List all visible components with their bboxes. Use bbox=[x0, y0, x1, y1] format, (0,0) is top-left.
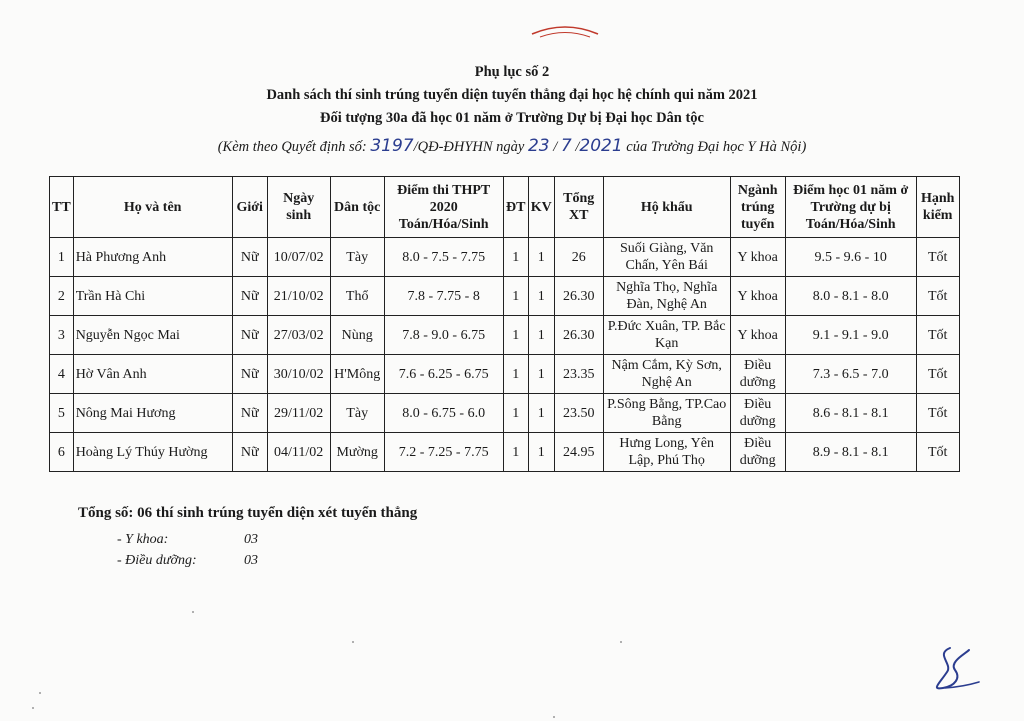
col-total: Tổng XT bbox=[554, 177, 603, 238]
col-kv: KV bbox=[528, 177, 554, 238]
table-row bbox=[50, 394, 960, 433]
cell-name: Hờ Vân Anh bbox=[73, 355, 232, 394]
table-row bbox=[50, 433, 960, 472]
cell-score: 7.6 - 6.25 - 6.75 bbox=[384, 355, 503, 394]
cell-dt: 1 bbox=[503, 355, 528, 394]
cell-grade: 9.5 - 9.6 - 10 bbox=[785, 238, 916, 277]
cell-total: 26.30 bbox=[554, 277, 603, 316]
cell-ethnicity: Thổ bbox=[330, 277, 384, 316]
cell-grade: 8.9 - 8.1 - 8.1 bbox=[785, 433, 916, 472]
dieu-duong-label: - Điều dưỡng: bbox=[117, 553, 197, 568]
scan-speck bbox=[39, 692, 41, 694]
cell-total: 24.95 bbox=[554, 433, 603, 472]
cell-conduct: Tốt bbox=[916, 433, 959, 472]
cell-dob: 30/10/02 bbox=[267, 355, 330, 394]
cell-conduct: Tốt bbox=[916, 277, 959, 316]
y-khoa-count: 03 bbox=[244, 532, 258, 547]
cell-tt: 5 bbox=[50, 394, 74, 433]
handwritten-signature bbox=[925, 640, 985, 695]
cell-name: Trần Hà Chi bbox=[73, 277, 232, 316]
table-row bbox=[50, 277, 960, 316]
cell-gender: Nữ bbox=[232, 316, 267, 355]
cell-address: P.Sông Bằng, TP.Cao Bằng bbox=[603, 394, 730, 433]
scan-speck bbox=[192, 611, 194, 613]
cell-ethnicity: Tày bbox=[330, 238, 384, 277]
cell-kv: 1 bbox=[528, 433, 554, 472]
cell-address: Nậm Cắm, Kỳ Sơn, Nghệ An bbox=[603, 355, 730, 394]
cell-grade: 8.6 - 8.1 - 8.1 bbox=[785, 394, 916, 433]
decision-prefix: (Kèm theo Quyết định số: bbox=[217, 139, 367, 155]
cell-ethnicity: Nùng bbox=[330, 316, 384, 355]
col-gender: Giới bbox=[232, 177, 267, 238]
decision-year: 2021 bbox=[579, 136, 623, 156]
cell-ethnicity: Tày bbox=[330, 394, 384, 433]
cell-address: Hưng Long, Yên Lập, Phú Thọ bbox=[603, 433, 730, 472]
cell-dob: 27/03/02 bbox=[267, 316, 330, 355]
decision-number: 3197 bbox=[370, 136, 414, 156]
table-row bbox=[50, 238, 960, 277]
cell-major: Điều dưỡng bbox=[730, 355, 785, 394]
cell-address: Nghĩa Thọ, Nghĩa Đàn, Nghệ An bbox=[603, 277, 730, 316]
decision-mid: /QĐ-ĐHYHN ngày bbox=[413, 139, 525, 155]
scan-speck bbox=[553, 716, 555, 718]
col-dob: Ngày sinh bbox=[267, 177, 330, 238]
cell-ethnicity: Mường bbox=[330, 433, 384, 472]
cell-conduct: Tốt bbox=[916, 316, 959, 355]
cell-ethnicity: H'Mông bbox=[330, 355, 384, 394]
scan-speck bbox=[620, 641, 622, 643]
dieu-duong-count: 03 bbox=[244, 553, 258, 568]
cell-gender: Nữ bbox=[232, 238, 267, 277]
col-major: Ngành trúng tuyển bbox=[730, 177, 785, 238]
cell-name: Nông Mai Hương bbox=[73, 394, 232, 433]
cell-major: Y khoa bbox=[730, 277, 785, 316]
cell-dob: 10/07/02 bbox=[267, 238, 330, 277]
cell-score: 8.0 - 7.5 - 7.75 bbox=[384, 238, 503, 277]
cell-major: Điều dưỡng bbox=[730, 433, 785, 472]
document-subtitle: Đối tượng 30a đã học 01 năm ở Trường Dự bị Đại học Dân tộc bbox=[320, 110, 704, 126]
applicants-table bbox=[49, 176, 960, 472]
cell-total: 26.30 bbox=[554, 316, 603, 355]
cell-tt: 6 bbox=[50, 433, 74, 472]
cell-kv: 1 bbox=[528, 355, 554, 394]
decision-month: 7 bbox=[560, 136, 572, 156]
cell-score: 7.2 - 7.25 - 7.75 bbox=[384, 433, 503, 472]
cell-dob: 21/10/02 bbox=[267, 277, 330, 316]
cell-kv: 1 bbox=[528, 316, 554, 355]
table-row bbox=[50, 316, 960, 355]
col-ethnicity: Dân tộc bbox=[330, 177, 384, 238]
scan-speck bbox=[352, 641, 354, 643]
col-name: Họ và tên bbox=[73, 177, 232, 238]
cell-score: 7.8 - 7.75 - 8 bbox=[384, 277, 503, 316]
cell-dt: 1 bbox=[503, 277, 528, 316]
cell-tt: 4 bbox=[50, 355, 74, 394]
y-khoa-label: - Y khoa: bbox=[117, 532, 169, 547]
cell-grade: 7.3 - 6.5 - 7.0 bbox=[785, 355, 916, 394]
cell-gender: Nữ bbox=[232, 355, 267, 394]
decision-reference: (Kèm theo Quyết định số: 3197/QĐ-ĐHYHN ngày 23 / 7 /2021 của Trường Đại học Y Hà Nội) bbox=[217, 136, 807, 156]
col-tt: TT bbox=[50, 177, 74, 238]
cell-dob: 04/11/02 bbox=[267, 433, 330, 472]
cell-total: 23.35 bbox=[554, 355, 603, 394]
cell-kv: 1 bbox=[528, 394, 554, 433]
cell-dt: 1 bbox=[503, 316, 528, 355]
cell-dt: 1 bbox=[503, 394, 528, 433]
cell-grade: 8.0 - 8.1 - 8.0 bbox=[785, 277, 916, 316]
cell-major: Điều dưỡng bbox=[730, 394, 785, 433]
cell-name: Hà Phương Anh bbox=[73, 238, 232, 277]
cell-grade: 9.1 - 9.1 - 9.0 bbox=[785, 316, 916, 355]
col-dt: ĐT bbox=[503, 177, 528, 238]
col-score: Điểm thi THPT 2020 Toán/Hóa/Sinh bbox=[384, 177, 503, 238]
top-red-mark bbox=[530, 20, 600, 42]
cell-address: P.Đức Xuân, TP. Bắc Kạn bbox=[603, 316, 730, 355]
cell-score: 7.8 - 9.0 - 6.75 bbox=[384, 316, 503, 355]
cell-name: Nguyễn Ngọc Mai bbox=[73, 316, 232, 355]
cell-gender: Nữ bbox=[232, 433, 267, 472]
cell-address: Suối Giàng, Văn Chấn, Yên Bái bbox=[603, 238, 730, 277]
cell-gender: Nữ bbox=[232, 394, 267, 433]
col-conduct: Hạnh kiểm bbox=[916, 177, 959, 238]
col-grade: Điểm học 01 năm ở Trường dự bị Toán/Hóa/Sinh bbox=[785, 177, 916, 238]
cell-conduct: Tốt bbox=[916, 355, 959, 394]
decision-suffix: của Trường Đại học Y Hà Nội) bbox=[626, 139, 807, 155]
cell-dt: 1 bbox=[503, 433, 528, 472]
total-summary: Tổng số: 06 thí sinh trúng tuyển diện xét tuyển thẳng bbox=[78, 505, 418, 521]
table-row bbox=[50, 355, 960, 394]
cell-conduct: Tốt bbox=[916, 394, 959, 433]
cell-kv: 1 bbox=[528, 277, 554, 316]
cell-conduct: Tốt bbox=[916, 238, 959, 277]
cell-tt: 1 bbox=[50, 238, 74, 277]
scan-speck bbox=[32, 707, 34, 709]
cell-dob: 29/11/02 bbox=[267, 394, 330, 433]
cell-total: 23.50 bbox=[554, 394, 603, 433]
document-title: Danh sách thí sinh trúng tuyển diện tuyển thẳng đại học hệ chính qui năm 2021 bbox=[266, 87, 758, 103]
cell-kv: 1 bbox=[528, 238, 554, 277]
cell-gender: Nữ bbox=[232, 277, 267, 316]
cell-total: 26 bbox=[554, 238, 603, 277]
cell-name: Hoàng Lý Thúy Hường bbox=[73, 433, 232, 472]
cell-score: 8.0 - 6.75 - 6.0 bbox=[384, 394, 503, 433]
cell-tt: 2 bbox=[50, 277, 74, 316]
appendix-label: Phụ lục số 2 bbox=[474, 64, 550, 80]
table-header-row bbox=[50, 177, 960, 238]
cell-major: Y khoa bbox=[730, 238, 785, 277]
cell-dt: 1 bbox=[503, 238, 528, 277]
col-address: Hộ khẩu bbox=[603, 177, 730, 238]
decision-day: 23 bbox=[527, 136, 550, 156]
cell-major: Y khoa bbox=[730, 316, 785, 355]
cell-tt: 3 bbox=[50, 316, 74, 355]
